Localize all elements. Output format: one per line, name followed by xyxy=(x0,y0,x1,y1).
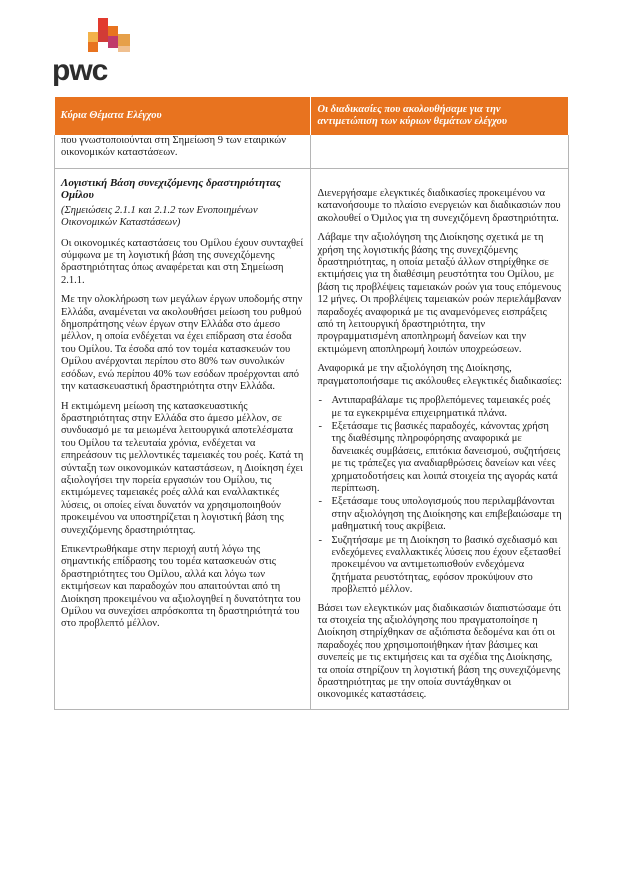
procedure-paragraph: Λάβαμε την αξιολόγηση της Διοίκησης σχετικά με τη χρήση της λογιστικής βάσης της συνεχιζόμενης δραστηριότητας, η οποία μεταξύ άλλων στηρίχθηκε σε εκτιμήσεις για τη διαθέσιμη ρευστότητα του Ομίλου, με βάση τις προβλέψεις ταμειακών ροών για τους επόμενους 12 μήνες. Οι προβλέψεις ταμειακών ροών περιελάμβαναν παραδοχές αναφορικά με τις αναμενόμενες εισπράξεις από τη λειτουργική δραστηριότητα, την προγραμματισμένη αποπληρωμή δανείων και την εκτιμώμενη αποπληρωμή λοιπών υποχρεώσεων. xyxy=(317,232,562,355)
table-row xyxy=(55,135,569,169)
key-matter-cell xyxy=(55,169,311,710)
matter-note: (Σημειώσεις 2.1.1 και 2.1.2 των Ενοποιημένων Οικονομικών Καταστάσεων) xyxy=(61,204,258,229)
continuation-text: που γνωστοποιούνται στη Σημείωση 9 των εταιρικών οικονομικών καταστάσεων. xyxy=(61,135,286,159)
matter-paragraph: Οι οικονομικές καταστάσεις του Ομίλου έχουν συνταχθεί σύμφωνα με τη λογιστική βάση της συνεχιζόμενης δραστηριότητας όπως αναφέρεται και στη Σημείωση 2.1.1. xyxy=(61,237,304,286)
list-item: - Εξετάσαμε τις βασικές παραδοχές, κάνοντας χρήση της διαθέσιμης πληροφόρησης αναφορικά με δανειακές συμβάσεις, επιτόκια δανεισμού, συζητήσεις με τις τράπεζες για αναδιαρθρώσεις δανείων και νέες χρηματοδοτήσεις και λοιπά στοιχεία της αγοράς κατά περίπτωση. xyxy=(331,421,562,495)
key-audit-matters-table xyxy=(54,97,569,710)
matter-title: Λογιστική Βάση συνεχιζόμενης δραστηριότητας Ομίλου xyxy=(61,177,281,202)
table-header-row xyxy=(55,97,569,135)
header-key-matters: Κύρια Θέματα Ελέγχου xyxy=(55,97,311,135)
procedure-list xyxy=(317,395,562,597)
matter-paragraph: Επικεντρωθήκαμε στην περιοχή αυτή λόγω της σημαντικής επίδρασης του τομέα κατασκευών στις δραστηριότητες του Ομίλου, αλλά και λόγω των εκτιμήσεων και παραδοχών που απαιτούνται από τη Διοίκηση προκειμένου να αξιολογηθεί η δυνατότητα του Ομίλου να συνεχίσει απρόσκοπτα τη δραστηριότητά του στο προβλεπτό μέλλον. xyxy=(61,543,301,630)
empty-cell xyxy=(311,135,569,169)
logo-wordmark: pwc xyxy=(52,54,108,87)
conclusion-paragraph: Βάσει των ελεγκτικών μας διαδικασιών διαπιστώσαμε ότι τα στοιχεία της αξιολόγησης που πραγματοποίησε η Διοίκηση στηρίχθηκαν σε αξιόπιστα δεδομένα και ότι οι παραδοχές που χρησιμοποιήθηκαν ήταν βάσιμες και συνεπείς με τις εκτιμήσεις και τα σχέδια της Διοίκησης, τα οποία στηρίζουν τη λογιστική βάση της συνεχιζόμενης δραστηριότητας με την οποία συντάχθηκαν οι οικονομικές καταστάσεις. xyxy=(317,602,562,701)
continuation-cell xyxy=(55,135,311,169)
matter-paragraph: Η εκτιμώμενη μείωση της κατασκευαστικής δραστηριότητας στην Ελλάδα στο άμεσο μέλλον, σε συνδυασμό με τα μειωμένα λειτουργικά αποτελέσματα του Ομίλου τα τελευταία χρόνια, ενδέχεται να επηρεάσουν τις μελλοντικές ταμειακές του ροές. Κατά τη σύνταξη των οικονομικών καταστάσεων, η Διοίκηση έχει αξιολογήσει την πορεία εργασιών του Ομίλου, τις εκτιμώμενες ταμειακές ροές αλλά και εναλλακτικές λύσεις, οι οποίες είναι δυνατόν να χρησιμοποιηθούν προκειμένου να υποστηρίζεται η λογιστική βάση της συνεχιζόμενης δραστηριότητας. xyxy=(61,400,304,536)
procedure-paragraph: Αναφορικά με την αξιολόγηση της Διοίκησης, πραγματοποιήσαμε τις ακόλουθες ελεγκτικές διαδικασίες: xyxy=(317,363,562,387)
list-item: - Εξετάσαμε τους υπολογισμούς που περιλαμβάνονται στην αξιολόγηση της Διοίκησης και επιβεβαιώσαμε τη μαθηματική τους ακρίβεια. xyxy=(331,496,562,533)
pwc-logo xyxy=(52,18,142,88)
header-procedures: Οι διαδικασίες που ακολουθήσαμε για την αντιμετώπιση των κύριων θεμάτων ελέγχου xyxy=(311,97,569,135)
matter-paragraph: Με την ολοκλήρωση των μεγάλων έργων υποδομής στην Ελλάδα, αναμένεται να ακολουθήσει μείωση του ρυθμού δημοπράτησης νέων έργων στην Ελλάδα στο άμεσο μέλλον, η οποία ενδέχεται να έχει επίδραση στα έσοδα του Ομίλου. Τα έσοδα από τον τομέα κατασκευών του Ομίλου ανέρχονται περίπου στο 80% των συνολικών εσόδων, ενώ περίπου 40% των εσόδων προέρχονται από την κατασκευαστική δραστηριότητα στην Ελλάδα. xyxy=(61,294,303,393)
procedure-paragraph: Διενεργήσαμε ελεγκτικές διαδικασίες προκειμένου να κατανοήσουμε το πλαίσιο ενεργειών και διαδικασιών που ακολουθεί ο Όμιλος για τη συνεχιζόμενη δραστηριότητα. xyxy=(317,188,561,224)
list-item: - Συζητήσαμε με τη Διοίκηση το βασικό σχεδιασμό και ενδεχόμενες εναλλακτικές λύσεις που έχουν εξετασθεί προκειμένου να αντιμετωπισθούν ενδεχόμενα ζητήματα ρευστότητας, εφόσον προκύψουν στο προβλεπτό μέλλον. xyxy=(331,535,562,597)
table-row xyxy=(55,169,569,710)
procedures-cell xyxy=(311,169,569,710)
list-item: - Αντιπαραβάλαμε τις προβλεπόμενες ταμειακές ροές με τα εγκεκριμένα επιχειρηματικά πλάνα. xyxy=(331,395,562,420)
